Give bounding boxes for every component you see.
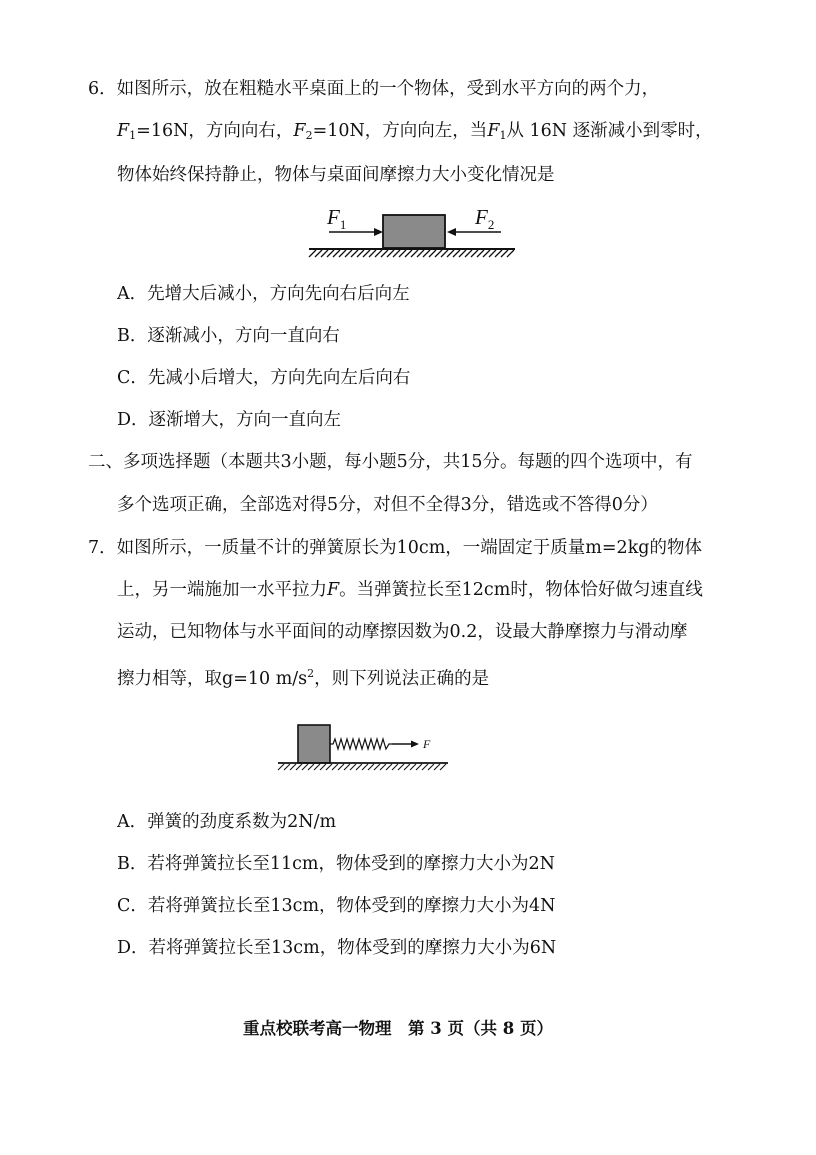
q7-number: 7． — [88, 538, 117, 558]
fig2-block — [298, 725, 330, 763]
q6-number: 6． — [88, 79, 117, 99]
q6-option-b — [117, 324, 340, 348]
q7-line-4 — [117, 662, 489, 691]
q7-option-a — [117, 810, 336, 834]
q6-line-3 — [117, 163, 555, 187]
q6-f1b-symbol: F — [487, 121, 500, 141]
fig2-arrow-f — [392, 741, 419, 748]
section2-heading-line2 — [117, 493, 658, 517]
footer-text: 重点校联考高一物理 第 3 页（共 8 页） — [243, 1019, 553, 1038]
q6-stem-line1: 如图所示，放在粗糙水平桌面上的一个物体，受到水平方向的两个力， — [116, 79, 660, 99]
q7-line4-a: 擦力相等，取g=10 m/s — [117, 669, 308, 689]
q6-option-a — [117, 282, 410, 306]
q6-line-2 — [117, 119, 713, 148]
q6-f1-value: =16N，方向向右， — [136, 121, 294, 141]
section2-heading-line1 — [88, 450, 693, 474]
q6-line-1 — [88, 77, 659, 101]
q7-line-2 — [117, 578, 703, 602]
q6-f2-subscript: 2 — [305, 129, 313, 142]
q7-option-c-text: C．若将弹簧拉长至13cm，物体受到的摩擦力大小为4N — [117, 896, 556, 916]
q7-line2-f: F — [327, 580, 340, 600]
fig2-f-label: F — [423, 737, 431, 751]
fig2-ground — [278, 763, 448, 770]
q7-line4-sup: 2 — [307, 667, 315, 680]
q6-f1-subscript: 1 — [129, 129, 137, 142]
q6-f1-symbol: F — [117, 121, 130, 141]
q6-option-d-text: D．逐渐增大，方向一直向左 — [117, 410, 342, 430]
fig1-f2-label: $F_2$ — [475, 205, 495, 232]
q7-line-1 — [88, 536, 702, 560]
q7-option-b-text: B．若将弹簧拉长至11cm，物体受到的摩擦力大小为2N — [117, 854, 555, 874]
page-footer — [243, 1017, 553, 1041]
fig1-block — [383, 215, 445, 248]
q6-f2-value: =10N，方向向左，当 — [312, 121, 488, 141]
q6-option-d — [117, 408, 341, 432]
section2-text-1: 二、多项选择题（本题共3小题，每小题5分，共15分。每题的四个选项中，有 — [88, 452, 693, 472]
q7-stem-line1: 如图所示，一质量不计的弹簧原长为10cm，一端固定于质量m=2kg的物体 — [116, 538, 702, 558]
q7-option-a-text: A．弹簧的劲度系数为2N/m — [117, 812, 337, 832]
fig1-f1-label: $F_1$ — [327, 205, 347, 232]
q6-option-b-text: B．逐渐减小，方向一直向右 — [117, 326, 340, 346]
q6-f1b-subscript: 1 — [499, 129, 507, 142]
q7-line3-text: 运动，已知物体与水平面间的动摩擦因数为0.2，设最大静摩擦力与滑动摩 — [117, 622, 688, 642]
q7-line2-b: 。当弹簧拉长至12cm时，物体恰好做匀速直线 — [339, 580, 703, 600]
q6-force-diagram — [305, 200, 525, 270]
q7-spring-diagram — [276, 722, 456, 772]
fig2-spring — [330, 739, 392, 749]
q7-option-d — [117, 936, 556, 960]
q7-line2-a: 上，另一端施加一水平拉力 — [117, 580, 327, 600]
q7-option-d-text: D．若将弹簧拉长至13cm，物体受到的摩擦力大小为6N — [117, 938, 557, 958]
q6-f2-symbol: F — [293, 121, 306, 141]
q6-line2-end: 从 16N 逐渐减小到零时， — [506, 121, 713, 141]
section2-text-2: 多个选项正确，全部选对得5分，对但不全得3分，错选或不答得0分） — [117, 495, 658, 515]
fig1-ground — [309, 249, 515, 257]
q6-option-c-text: C．先减小后增大，方向先向左后向右 — [117, 368, 411, 388]
fig1-arrow-f1 — [329, 228, 383, 236]
q6-stem-line3: 物体始终保持静止，物体与桌面间摩擦力大小变化情况是 — [117, 165, 555, 185]
q7-line4-b: ，则下列说法正确的是 — [314, 669, 490, 689]
q6-option-c — [117, 366, 410, 390]
q7-option-c — [117, 894, 556, 918]
q7-option-b — [117, 852, 555, 876]
q7-line-3 — [117, 620, 687, 644]
q6-option-a-text: A．先增大后减小，方向先向右后向左 — [117, 284, 410, 304]
